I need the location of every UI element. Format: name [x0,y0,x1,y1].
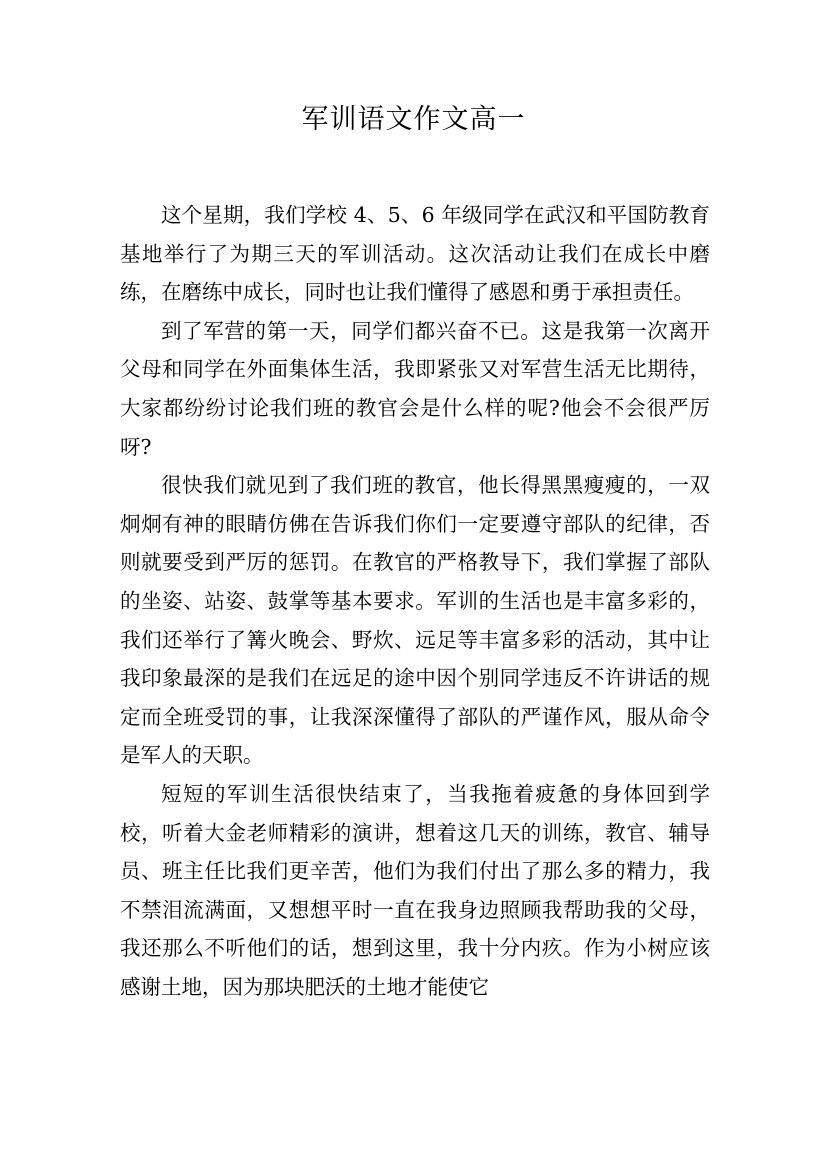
document-title: 军训语文作文高一 [301,104,526,135]
paragraph: 很快我们就见到了我们班的教官，他长得黑黑瘦瘦的，一双炯炯有神的眼睛仿佛在告诉我们你们一定要遵守部队的纪律，否则就要受到严厉的惩罚。在教官的严格教导下，我们掌握了部队的坐姿、站姿、鼓掌等基本要求。军训的生活也是丰富多彩的，我们还举行了篝火晚会、野炊、远足等丰富多彩的活动，其中让我印象最深的是我们在远足的途中因个别同学违反不许讲话的规定而全班受罚的事，让我深深懂得了部队的严谨作风，服从命令是军人的天职。 [120,473,710,768]
paragraph: 这个星期，我们学校 4、5、6 年级同学在武汉和平国防教育基地举行了为期三天的军训活动。这次活动让我们在成长中磨练，在磨练中成长，同时也让我们懂得了感恩和勇于承担责任。 [120,203,710,305]
paragraph: 短短的军训生活很快结束了，当我拖着疲惫的身体回到学校，听着大金老师精彩的演讲，想着这几天的训练，教官、辅导员、班主任比我们更辛苦，他们为我们付出了那么多的精力，我不禁泪流满面，又想想平时一直在我身边照顾我帮助我的父母，我还那么不听他们的话，想到这里，我十分内疚。作为小树应该感谢土地，因为那块肥沃的土地才能使它 [120,781,710,999]
paragraph: 到了军营的第一天，同学们都兴奋不已。这是我第一次离开父母和同学在外面集体生活，我即紧张又对军营生活无比期待，大家都纷纷讨论我们班的教官会是什么样的呢?他会不会很严厉呀? [120,318,710,459]
document-body [120,196,710,1006]
